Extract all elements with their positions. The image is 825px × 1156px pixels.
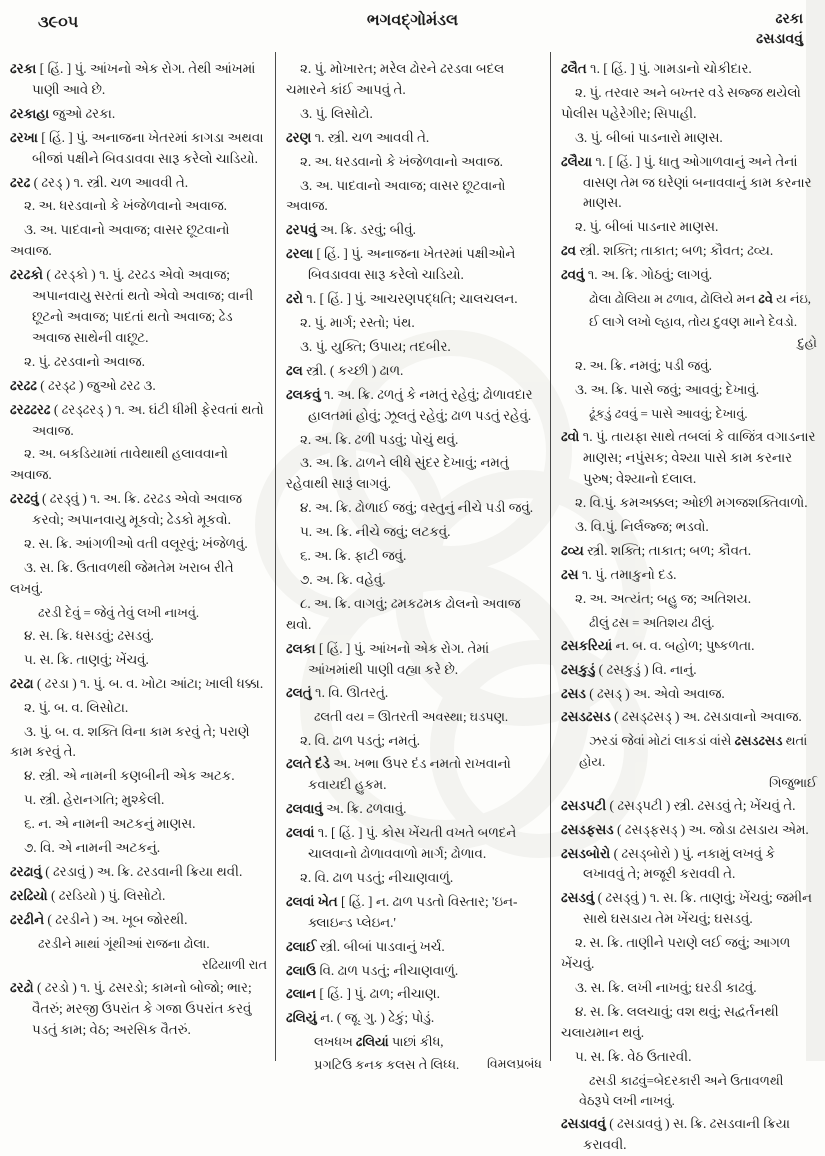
- dictionary-entry: ઢલકા [ હિં. ] પું. આંખનો એક રોગ. તેમાં આંખમાંથી પાણી વહ્યા કરે છે.: [286, 640, 490, 677]
- dictionary-entry: ઢવ સ્ત્રી. શક્તિ; તાકાત; બળ; કૌવત; ઢવ્ય.: [561, 243, 774, 259]
- sense-line: ૬. ન. એ નામની અટકનું માણસ.: [24, 816, 196, 832]
- headword: ઢરલા: [286, 246, 313, 262]
- sense-line: ૫. સ. ક્રિ. વેઠ ઉતારવી.: [575, 1048, 692, 1064]
- sense-line: ૩. અ. ક્રિ. ઢાળને લીધે સુંદર દેખાવું; નમતું રહેવાથી સારૂં લાગવું.: [286, 455, 509, 492]
- sense-line: ૨. પું. ઢરડવાનો અવાજ.: [24, 353, 145, 369]
- column-middle: [275, 52, 550, 1073]
- dictionary-entry: ઢરણ ૧. સ્ત્રી. ચળ આવવી તે.: [286, 129, 430, 145]
- sense-line: ૩. પું. યુક્તિ; ઉપાય; તદબીર.: [300, 338, 451, 354]
- sense-line: ૪. સ. ક્રિ. ધસડવું; ઢસડવું.: [24, 627, 154, 643]
- headword: ઢરઢીને: [10, 911, 45, 927]
- sense-line: ૨. સ. ક્રિ. આંગળીઓ વતી વલૂરવું; ખંજેળવું.: [24, 536, 248, 552]
- headword: ઢલૈત: [561, 61, 587, 76]
- headword: ઢલકવું: [286, 386, 321, 402]
- dictionary-entry: ઢરઢ ( ઢરડ્ ) ૧. સ્ત્રી. ચળ આવવી તે.: [10, 174, 189, 190]
- headword: ઢલ: [286, 362, 303, 378]
- quote-line: ઢોલા ઢોલિયા મ ઢળાવ, ઢોલિયે મન ઢવે ય નંઇ,: [589, 292, 811, 307]
- sense-line: ૫. સ્ત્રી. હેરાનગતિ; મુશ્કેલી.: [24, 792, 165, 808]
- headword: ઢલતું: [286, 685, 312, 701]
- quote-line: ઈ લાગે લખો લ્હાવ, તોય દુવણ માને દેવડો.: [589, 315, 798, 330]
- attribution: વિમલપ્રબંધ: [487, 1057, 542, 1072]
- sense-line: ૭. વિ. એ નામની અટકનું.: [24, 840, 161, 856]
- dictionary-entry: ઢલ સ્ત્રી. ( કચ્છી ) ઢાળ.: [286, 362, 404, 378]
- dictionary-entry: ઢલવાં ખેત [ હિં. ] ન. ઢાળ પડતો વિસ્તાર; 'ઇન-ક્લાઇન્ડ પ્લેઇન.': [286, 893, 518, 930]
- headword: ઢરઢાવું: [10, 863, 42, 879]
- dictionary-entry: ઢલતું ૧. વિ. ઊતરતું.: [286, 685, 389, 701]
- attribution: દુહો: [797, 336, 817, 351]
- headword: ઢરો: [286, 291, 303, 307]
- headword: ઢસડફસડ: [561, 821, 614, 837]
- dictionary-entry: ઢલવાવું અ. ક્રિ. ઢળવાવું.: [286, 801, 407, 817]
- sense-line: ૨. અ. ક્રિ. ઢળી પડવું; પોચું થવું.: [300, 431, 459, 447]
- headword: ઢલાઉ: [286, 962, 317, 978]
- sense-line: ૨. વિ. ઢાળ પડતું; નમતું.: [300, 732, 420, 748]
- headword: ઢલવાં ખેત: [286, 893, 338, 909]
- headword: ઢલિયું: [286, 1010, 317, 1026]
- sense-line: ૩. પું. લિસોટો.: [300, 105, 373, 121]
- headword: ઢરકા: [10, 61, 37, 76]
- headword: ઢવ્ય: [561, 542, 584, 558]
- guide-word-first: ઢરકા: [775, 12, 803, 27]
- guide-word-last: ઢસડાવવું: [756, 32, 803, 48]
- dictionary-entry: ઢલાઉ વિ. ઢાળ પડતું; નીચાણવાળું.: [286, 962, 459, 978]
- dictionary-entry: ઢરખા [ હિં. ] પું. અનાજના ખેતરમાં કાગડા અથવા બીજાં પક્ષીને બિવડાવવા સારૂ કરેલો ચાડિયો.: [10, 129, 264, 166]
- dictionary-entry: ઢરપવું અ. ક્રિ. ડરવું; બીવું.: [286, 222, 416, 238]
- page-header: [0, 8, 825, 54]
- sense-line: ૮. અ. ક્રિ. વાગવું; ઢમકઢમક ઢોલનો અવાજ થવો.: [286, 595, 521, 632]
- sense-line: ૨. પું. બ. વ. લિસોટા.: [24, 699, 129, 715]
- sense-line: ૩. પું. બીબાં પાડનારો માણસ.: [575, 129, 723, 145]
- sense-line: ૨. પું. બીબાં પાડનાર માણસ.: [575, 219, 719, 235]
- headword: ઢરકાહા: [10, 105, 50, 121]
- quote-line: વિમલપ્રબંધ પ્રગટિઉ કનક કલસ તે લિધ્ધ.: [286, 1055, 542, 1075]
- headword: ઢવ: [561, 243, 576, 259]
- headword: ઢલવાવું: [286, 801, 323, 817]
- headword: ઢસડવું: [561, 890, 595, 906]
- dictionary-entry: ઢરઢકો ( ઢરડ્કો ) ૧. પું. ઢરઢડ એવો અવાજ; અપાનવાયુ સરતાં થતો એવો અવાજ; વાની છૂટનો અવાજ; પાદતાં થતો અવાજ; ઢેડ અવાજ સાથેની વાછૂટ.: [10, 267, 254, 345]
- dictionary-entry: ઢરઢા ( ઢરડા ) ૧. પું. બ. વ. ખોટા આંટા; ખાલી ધક્કા.: [10, 675, 264, 691]
- sense-line: ૨. અ. અત્યંત; બહુ જ; અતિશય.: [575, 590, 752, 606]
- dictionary-entry: ઢલાન [ હિં. ] પું. ઢાળ; નીચાણ.: [286, 986, 440, 1002]
- sense-line: ૩. સ. ક્રિ. લખી નાખવું; ઘરડી કાઢવું.: [575, 980, 757, 995]
- headword: ઢરપવું: [286, 222, 317, 238]
- dictionary-entry: ઢલિયું ન. ( જૂ. ગુ. ) ઢેકું; પોડું.: [286, 1010, 435, 1026]
- sense-line: ૬. અ. ક્રિ. ફાટી જવું.: [300, 548, 407, 564]
- sense-line: ૨. વિ.પું. કમઅક્કલ; ઓછી મગજશક્તિવાળો.: [575, 495, 808, 511]
- headword: ઢલવાં: [286, 825, 315, 841]
- headword: ઢસકરિયાં: [561, 637, 613, 653]
- quote-line: ઢરડીને માથાં ગૂંથીઆં રાજના ઢોલા.: [38, 936, 210, 951]
- dictionary-entry: ઢરઢઢરઢ ( ઢરડ્ઢરડ્ ) ૧. અ. ઘંટી ધીમી ફેરવતાં થતો અવાજ.: [10, 401, 264, 438]
- sense-line: ૪. સ. ક્રિ. લલચાવું; વશ થવું; સદ્વર્તનથી ચલાયમાન થવું.: [561, 1003, 779, 1040]
- column-left: [0, 52, 275, 1061]
- dictionary-entry: ઢરઢો ( ઢરડો ) ૧. પું. ઢસરડો; કામનો બોજો; ભાર; વૈતરું; મરજી ઉપરાંત કે ગજા ઉપરાંત કરવું પડતું કામ; વેઠ; અરસિક વૈતરું.: [10, 979, 252, 1037]
- dictionary-entry: ઢવવું ૧. અ. ક્રિ. ગોઠવું; લાગવું.: [561, 267, 713, 283]
- sense-line: ૫. સ. ક્રિ. તાણવું; ખેંચવું.: [24, 651, 149, 667]
- dictionary-entry: ઢલૈયા ૧. [ હિં. ] પું. ધાતુ ઓગાળવાનું અને તેનાં વાસણ તેમ જ ઘરેણાં બનાવવાનું કામ કરનાર માણસ.: [561, 153, 812, 211]
- dictionary-entry: ઢવ્ય સ્ત્રી. શક્તિ; તાકાત; બળ; કૌવત.: [561, 542, 752, 558]
- dictionary-entry: ઢરલા [ હિં. ] પું. અનાજના ખેતરમાં પક્ષીઓને બિવડાવવા સારૂ કરેલો ચાડિયો.: [286, 246, 516, 283]
- quote-line: ઢીલું ઢસ = અતિશય ઢીલું.: [589, 615, 715, 630]
- book-title: ભગવદ્ગોમંડલ: [366, 12, 459, 29]
- sense-line: ૪. અ. ક્રિ. ઢોળાઈ જવું; વસ્તુનું નીચે પડી જવું.: [300, 500, 534, 516]
- dictionary-entry: ઢસડવું ( ઢસડ્વું ) ૧. સ. ક્રિ. તાણવું; ખેંચવું; જમીન સાથે ઘસડાય તેમ ખેંચવું; ઘસડવું.: [561, 890, 812, 927]
- quote-line: ઢલતી વય = ઊતરતી અવસ્થા; ઘડપણ.: [314, 710, 509, 725]
- dictionary-entry: ઢસકુડું ( ઢસકુડું ) વિ. નાનું.: [561, 661, 697, 677]
- headword: ઢરઢઢરઢ: [10, 401, 51, 417]
- dictionary-entry: ઢસ ૧. પું. તમાકુનો દડ.: [561, 566, 677, 582]
- headword: ઢસ: [561, 566, 579, 582]
- sense-line: ૨. પું. મોખારત; મરેલ ઢોરને ઢરડવા બદલ ચમારને કાંઈ આપવું તે.: [286, 61, 505, 97]
- headword: ઢવો: [561, 429, 580, 445]
- attribution: ગિજુભાઈ: [769, 775, 817, 790]
- headword: ઢલૈયા: [561, 153, 593, 169]
- dictionary-entry: ઢસકરિયાં ન. બ. વ. બહોળ; પુષ્કળતા.: [561, 637, 755, 653]
- sense-line: ૨. અ. ધરડવાનો કે ખંજેળવાનો અવાજ.: [300, 153, 503, 169]
- sense-line: ૨. પું. તરવાર અને બખ્તર વડે સજ્જ થયેલો પોલીસ પહેરેગીર; સિપાહી.: [561, 84, 801, 121]
- headword: ઢસડાવવું: [561, 1115, 606, 1131]
- dictionary-entry: ઢસડપટી ( ઢસડ્પટી ) સ્ત્રી. ઢસડવું તે; ખેંચવું તે.: [561, 797, 796, 813]
- headword: ઢરઢો: [10, 979, 34, 995]
- attribution: રઢિયાળી રાત: [201, 957, 267, 972]
- headword: ઢસડપટી: [561, 797, 607, 813]
- headword: ઢલાન: [286, 986, 317, 1002]
- sense-line: ૫. અ. ક્રિ. નીચે જવું; લટકવું.: [300, 524, 451, 540]
- headword: ઢરઢિયો: [10, 887, 48, 903]
- sense-line: ૨. પું. માર્ગ; રસ્તો; પંથ.: [300, 314, 415, 330]
- headword: ઢસકુડું: [561, 661, 596, 677]
- dictionary-entry: ઢલૈત ૧. [ હિં. ] પું. ગામડાનો ચોકીદાર.: [561, 61, 752, 76]
- sense-line: ૭. અ. ક્રિ. વહેવું.: [300, 571, 386, 587]
- sense-line: ૩. વિ.પું. નિર્લજ્જ; ભડવો.: [575, 519, 709, 534]
- sense-line: ૨. સ. ક્રિ. તાણીને પરાણે લઈ જવું; આગળ ખેંચવું.: [561, 935, 791, 972]
- column-right: [550, 52, 825, 1152]
- headword: ઢસડઢસડ: [561, 709, 611, 725]
- headword: ઢરઢ: [10, 174, 31, 190]
- dictionary-entry: ઢરો ૧. [ હિં. ] પું. આચરણપદ્ધતિ; ચાલચલન.: [286, 291, 518, 307]
- headword: ઢલાઈ: [286, 938, 317, 954]
- guide-words: [756, 10, 803, 51]
- sense-line: ૪. સ્ત્રી. એ નામની કણબીની એક અટક.: [24, 768, 235, 784]
- page-number: ૩૯૦૫: [38, 14, 79, 31]
- dictionary-entry: ઢરઢીને ( ઢરડીને ) અ. ખૂબ જોરથી.: [10, 911, 188, 927]
- headword: ઢરઢકો: [10, 267, 44, 283]
- dictionary-entry: ઢરઢાવું ( ઢરડાવું ) અ. ક્રિ. ઢરડવાની ક્રિયા થવી.: [10, 863, 243, 879]
- dictionary-entry: ઢરઢવું ( ઢરડ્વું ) ૧. અ. ક્રિ. ઢરઢડ એવો અવાજ કરવો; અપાનવાયુ મૂકવો; ઢેડકો મૂકવો.: [10, 491, 242, 528]
- headword: ઢરખા: [10, 129, 38, 145]
- quote-line: ઝરડાં જેવાં મોટાં લાકડાં વાંસે ઢસડઢસડ થતાં હોય.: [579, 734, 808, 769]
- quote-line: ઢૂંકડું ઢવવું = પાસે આવવું; દેખાવું.: [589, 407, 748, 422]
- quote-line: લખધખ ઢલિયાં પાછાં કીધ,: [314, 1035, 444, 1050]
- quote-line: ઢસડી કાઢવું=બેદરકારી અને ઉતાવળથી વેઠરૂપે લખી નાખવું.: [579, 1073, 784, 1108]
- headword: ઢલકા: [286, 640, 316, 656]
- dictionary-entry: ઢસડ ( ઢસડ્ ) અ. એવો અવાજ.: [561, 685, 725, 701]
- dictionary-entry: ઢસડઢસડ ( ઢસડ્ઢસડ્ ) અ. ઢસડાવાનો અવાજ.: [561, 709, 802, 725]
- sense-line: ૩. સ. ક્રિ. ઉતાવળથી જેમતેમ ખરાબ રીતે લખવું.: [10, 559, 234, 596]
- headword: ઢરઢા: [10, 675, 34, 691]
- sense-line: ૩. અ. ક્રિ. પાસે જવું; આવવું; દેખાવું.: [575, 382, 760, 398]
- headword: ઢવવું: [561, 267, 585, 283]
- sense-line: ૨. અ. ક્રિ. નમવું; પડી જવું.: [575, 358, 712, 374]
- quote-line: ઢરડી દેવું = જેવું તેવું લખી નાખવું.: [38, 605, 200, 620]
- headword: ઢરણ: [286, 129, 312, 145]
- dictionary-entry: ઢરકા [ હિં. ] પું. આંખનો એક રોગ. તેથી આંખમાં પાણી આવે છે.: [10, 61, 256, 97]
- headword: ઢલતે દંડે: [286, 756, 330, 772]
- headword: ઢસડ: [561, 685, 586, 701]
- headword: ઢરઢઢ: [10, 377, 37, 393]
- sense-line: ૨. વિ. ઢાળ પડતું; નીચાણવાળું.: [300, 869, 454, 885]
- headword: ઢસડબોરો: [561, 845, 611, 861]
- dictionary-entry: ઢરઢઢ ( ઢરડ્ઢ ) જુઓ ઢરઢ ૩.: [10, 377, 156, 393]
- sense-line: ૩. અ. પાદવાનો અવાજ; વાસર છૂટવાનો અવાજ.: [286, 177, 506, 214]
- dictionary-entry: ઢલાઈ સ્ત્રી. બીબાં પાડવાનું ખર્ચ.: [286, 938, 445, 954]
- dictionary-entry: ઢસડફસડ ( ઢસડ્ફસડ્ ) અ. જોડા ઢસડાય એમ.: [561, 821, 809, 837]
- headword: ઢરઢવું: [10, 491, 39, 507]
- dictionary-entry: ઢરઢિયો ( ઢરડિયો ) પું. લિસોટો.: [10, 887, 166, 903]
- dictionary-entry: ઢલતે દંડે અ. ખભા ઉપર દંડ નમતો રાખવાનો કવાયદી હુકમ.: [286, 756, 511, 793]
- sense-line: ૩. અ. પાદવાનો અવાજ; વાસર છૂટવાનો અવાજ.: [10, 222, 230, 259]
- dictionary-entry: ઢસડબોરો ( ઢસડ્બોરો ) પું. નકામું લખવું કે લખાવવું તે; મજૂરી કરાવવી તે.: [561, 845, 775, 882]
- dictionary-entry: ઢવો ૧. પું. તાયફા સાથે તબલાં કે વાજિંત્ર વગાડનાર માણસ; નપુંસક; વેશ્યા પાસે કામ કરનાર પુરુષ; વેશ્યાનો દલાલ.: [561, 429, 816, 487]
- dictionary-entry: ઢલવાં ૧. [ હિં. ] પું. કોસ ખેંચતી વખતે બળદને ચાલવાનો ઢોળાવવાળો માર્ગ; ઢોળાવ.: [286, 825, 517, 862]
- dictionary-entry: ઢરકાહા જુઓ ઢરકા.: [10, 105, 116, 121]
- sense-line: ૨. અ. ધરડવાનો કે ખંજેળવાનો અવાજ.: [24, 198, 227, 214]
- dictionary-entry: ઢસડાવવું ( ઢસડાવવું ) સ. ક્રિ. ઢસડવાની ક્રિયા કરાવવી.: [561, 1115, 791, 1152]
- sense-line: ૩. પું. બ. વ. શક્તિ વિના કામ કરવું તે; પરાણે કામ કરવું તે.: [10, 723, 250, 760]
- dictionary-columns: [0, 52, 825, 1152]
- dictionary-entry: ઢલકવું ૧. અ. ક્રિ. ઢળતું કે નમતું રહેવું; ઢોળાવદાર હાલતમાં હોવું; ઝૂલતું રહેવું; ઢાળ પડતું રહેવું.: [286, 386, 533, 423]
- sense-line: ૨. અ. બકડિયામાં તાવેથાથી હલાવવાનો અવાજ.: [10, 446, 229, 483]
